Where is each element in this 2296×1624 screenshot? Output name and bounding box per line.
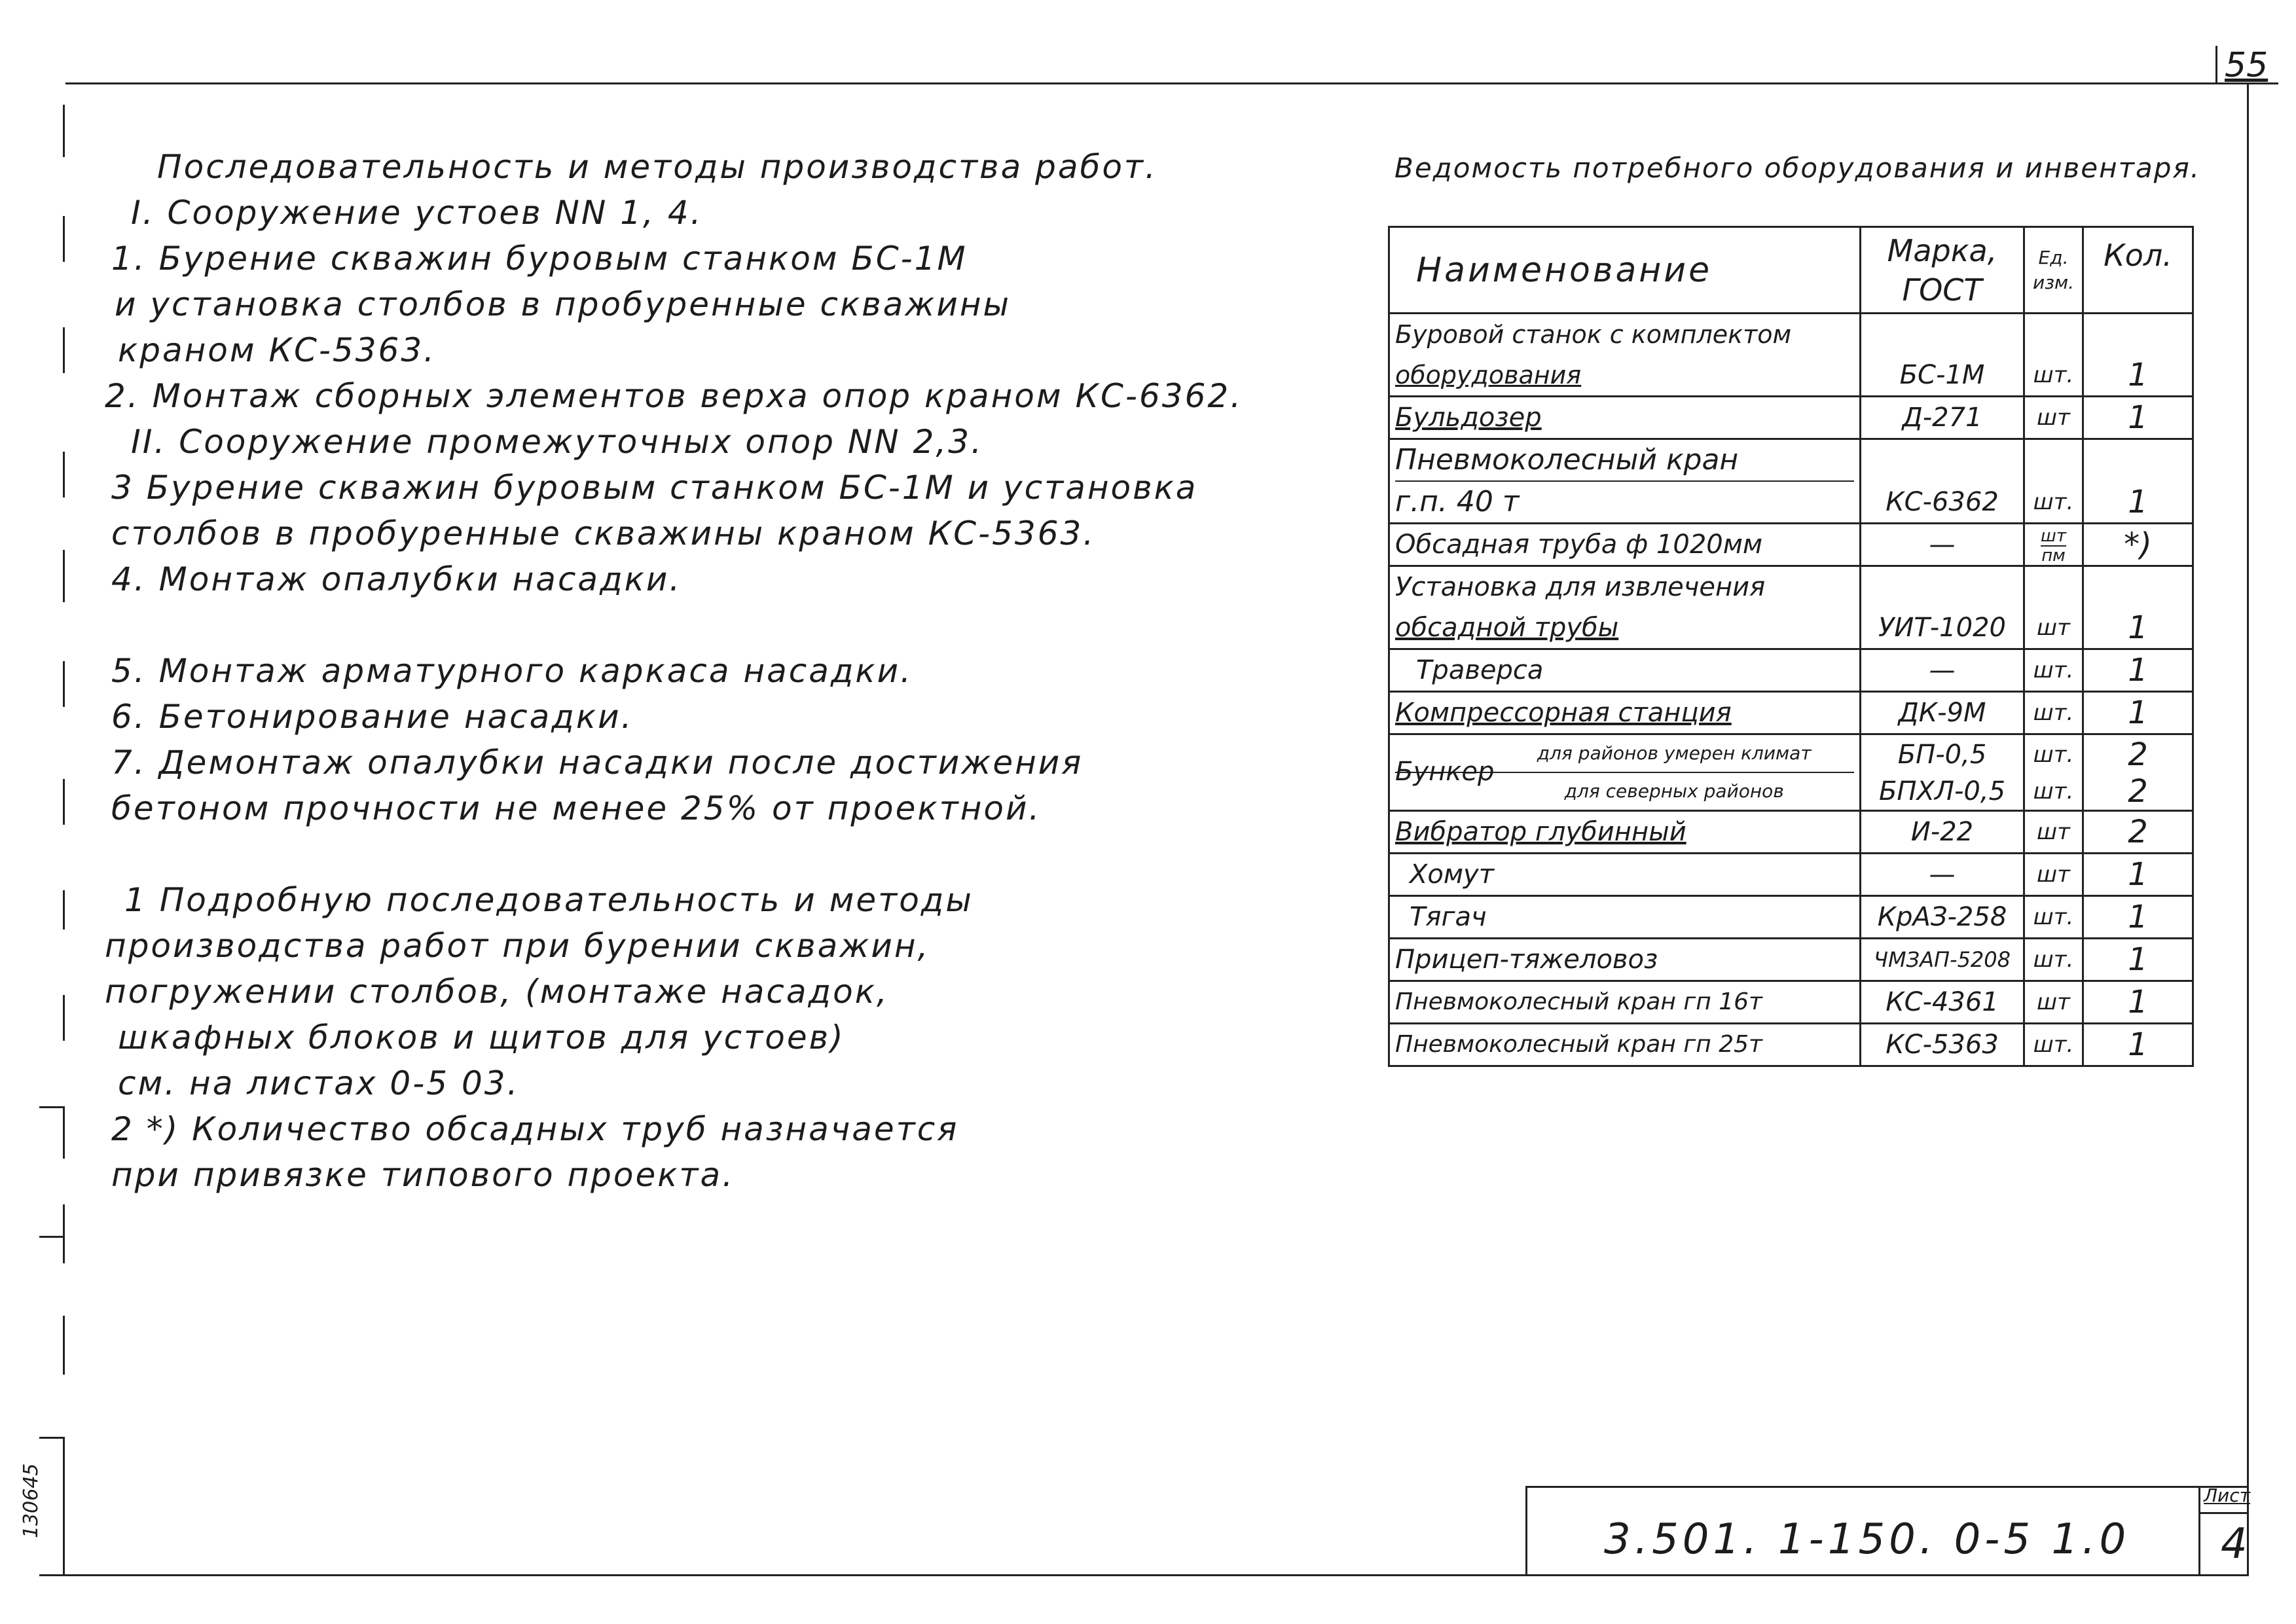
- note-line: 2 *) Количество обсадных труб назначается: [111, 1110, 959, 1148]
- text-line: и установка столбов в пробуренные скважины: [115, 285, 1011, 323]
- header-unit-line1: Ед.: [2038, 246, 2069, 268]
- table-row: [1389, 692, 2193, 734]
- row-qty: 1: [2083, 314, 2193, 397]
- note-line: 1 Подробную последовательность и методы: [124, 881, 974, 919]
- row-mark: КС-6362: [1861, 439, 2024, 524]
- text-line: I. Сооружение устоев NN 1, 4.: [131, 194, 703, 232]
- table-row: [1389, 939, 2193, 981]
- side-code: 130645: [20, 1463, 43, 1538]
- margin-mark: [63, 779, 65, 825]
- row-name-line2: оборудования: [1395, 361, 1582, 389]
- document-code: 3.501. 1-150. 0-5 1.0: [1604, 1515, 2130, 1564]
- row-mark: [1861, 734, 2024, 811]
- header-unit-line2: изм.: [2032, 271, 2075, 293]
- row-qty: *): [2083, 524, 2193, 566]
- text-line: бетоном прочности не менее 25% от проектной.: [111, 789, 1042, 827]
- text-line: краном КС-5363.: [118, 331, 437, 369]
- row-name: Компрессорная станция: [1389, 692, 1861, 734]
- table-row: [1389, 734, 2193, 811]
- margin-mark: [63, 995, 65, 1041]
- equipment-table: [1388, 226, 2194, 1067]
- unit-fraction-top: шт: [2041, 526, 2066, 546]
- row-mark: БС-1М: [1861, 314, 2024, 397]
- margin-mark: [63, 1437, 65, 1574]
- row-name: Обсадная труба ф 1020мм: [1389, 524, 1861, 566]
- table-row: [1389, 397, 2193, 439]
- margin-mark: [63, 661, 65, 707]
- row-unit-1: шт.: [2033, 742, 2074, 768]
- row-name: [1389, 566, 1861, 649]
- text-line: столбов в пробуренные скважины краном КС-5363.: [111, 514, 1096, 552]
- row-mark: —: [1861, 854, 2024, 896]
- text-line: 3 Бурение скважин буровым станком БС-1М и установка: [111, 469, 1198, 507]
- row-name: Вибратор глубинный: [1389, 811, 1861, 854]
- header-mark-line2: ГОСТ: [1902, 272, 1982, 308]
- text-line: 7. Демонтаж опалубки насадки после достижения: [111, 744, 1084, 782]
- margin-mark: [63, 452, 65, 497]
- row-name: Пневмоколесный кран гп 16т: [1389, 981, 1861, 1024]
- row-name-line1: Буровой станок с комплектом: [1395, 320, 1792, 349]
- note-line: производства работ при бурении скважин,: [105, 927, 930, 965]
- header-mark-line1: Марка,: [1887, 232, 1997, 268]
- table-title: Ведомость потребного оборудования и инвентаря.: [1394, 152, 2201, 184]
- row-mark: КрАЗ-258: [1861, 896, 2024, 939]
- row-mark: КС-4361: [1861, 981, 2024, 1024]
- row-name: Хомут: [1389, 854, 1861, 896]
- title-block-sheet-divider: [2198, 1486, 2200, 1576]
- row-qty: [2083, 734, 2193, 811]
- row-qty: 1: [2083, 566, 2193, 649]
- table-row: [1389, 439, 2193, 524]
- row-qty-1: 2: [2128, 736, 2148, 773]
- row-name-line1: Пневмоколесный кран: [1395, 440, 1854, 482]
- row-qty-2: 2: [2128, 773, 2148, 810]
- row-unit: [2024, 734, 2083, 811]
- row-name-line1: Установка для извлечения: [1395, 572, 1766, 602]
- row-unit: шт: [2024, 854, 2083, 896]
- header-qty: Кол.: [2083, 227, 2193, 314]
- row-unit: шт: [2024, 566, 2083, 649]
- margin-mark: [39, 1106, 64, 1108]
- margin-mark: [63, 550, 65, 602]
- row-mark: ДК-9М: [1861, 692, 2024, 734]
- row-mark: Д-271: [1861, 397, 2024, 439]
- table-header-row: [1389, 227, 2193, 314]
- margin-mark: [63, 216, 65, 262]
- row-unit: шт.: [2024, 692, 2083, 734]
- row-unit: шт.: [2024, 939, 2083, 981]
- table-row: [1389, 854, 2193, 896]
- table-row: [1389, 566, 2193, 649]
- row-qty: 1: [2083, 692, 2193, 734]
- title-block-sheet-label-line: [2198, 1512, 2249, 1514]
- row-qty: 1: [2083, 397, 2193, 439]
- row-name: Пневмоколесный кран гп 25т: [1389, 1024, 1861, 1066]
- row-name-line2: г.п. 40 т: [1395, 485, 1520, 518]
- margin-mark: [63, 327, 65, 373]
- row-unit-2: шт.: [2033, 778, 2074, 804]
- row-mark: —: [1861, 524, 2024, 566]
- row-name: Траверса: [1389, 649, 1861, 692]
- text-line: II. Сооружение промежуточных опор NN 2,3.: [131, 423, 984, 461]
- row-name-main: Бункер: [1395, 757, 1495, 787]
- section-heading: Последовательность и методы производства работ.: [157, 148, 1157, 186]
- top-border: [65, 82, 2278, 84]
- note-line: шкафных блоков и щитов для устоев): [118, 1019, 845, 1056]
- text-line: 1. Бурение скважин буровым станком БС-1М: [111, 240, 968, 278]
- unit-fraction: [2041, 527, 2066, 565]
- row-unit: шт.: [2024, 1024, 2083, 1066]
- row-qty: 1: [2083, 1024, 2193, 1066]
- row-qty: 1: [2083, 854, 2193, 896]
- table-row: [1389, 524, 2193, 566]
- note-line: погружении столбов, (монтаже насадок,: [105, 973, 889, 1011]
- row-qty: 1: [2083, 439, 2193, 524]
- header-name: Наименование: [1389, 227, 1861, 314]
- unit-fraction-bottom: пм: [2041, 545, 2066, 566]
- row-mark: И-22: [1861, 811, 2024, 854]
- row-mark: —: [1861, 649, 2024, 692]
- row-mark: ЧМЗАП-5208: [1861, 939, 2024, 981]
- margin-mark: [63, 105, 65, 157]
- text-line: 5. Монтаж арматурного каркаса насадки.: [111, 652, 913, 690]
- row-unit: шт: [2024, 397, 2083, 439]
- margin-mark: [39, 1236, 64, 1238]
- note-line: при привязке типового проекта.: [111, 1156, 735, 1194]
- row-mark-2: БПХЛ-0,5: [1878, 776, 2006, 806]
- title-block-top: [1525, 1486, 2249, 1488]
- row-name: [1389, 734, 1861, 811]
- row-qty: 1: [2083, 649, 2193, 692]
- row-sub-1: для районов умерен климат: [1395, 735, 1854, 773]
- row-unit: шт.: [2024, 439, 2083, 524]
- work-sequence-text: [105, 144, 1243, 1198]
- row-qty: 1: [2083, 939, 2193, 981]
- row-qty: 1: [2083, 896, 2193, 939]
- row-qty: 2: [2083, 811, 2193, 854]
- right-border: [2247, 84, 2249, 1576]
- table-row: [1389, 896, 2193, 939]
- sheet-number: 4: [2221, 1520, 2248, 1568]
- margin-mark: [63, 1204, 65, 1263]
- row-unit: шт.: [2024, 649, 2083, 692]
- row-unit: [2024, 524, 2083, 566]
- note-line: см. на листах 0-5 03.: [118, 1064, 520, 1102]
- row-mark-1: БП-0,5: [1897, 740, 1987, 770]
- row-name-line2: обсадной трубы: [1395, 613, 1619, 643]
- table-row: [1389, 811, 2193, 854]
- row-sub-2: для северных районов: [1564, 780, 1784, 802]
- row-unit: шт.: [2024, 314, 2083, 397]
- row-unit: шт: [2024, 811, 2083, 854]
- row-mark: УИТ-1020: [1861, 566, 2024, 649]
- text-line: 6. Бетонирование насадки.: [111, 698, 634, 736]
- bottom-border: [39, 1574, 2249, 1576]
- row-name: [1389, 314, 1861, 397]
- margin-mark: [63, 1106, 65, 1159]
- title-block-left: [1525, 1486, 1527, 1576]
- row-unit: шт: [2024, 981, 2083, 1024]
- page-number-divider: [2215, 46, 2217, 84]
- table-row: [1389, 649, 2193, 692]
- sheet-label: Лист: [2204, 1485, 2250, 1506]
- text-line: 2. Монтаж сборных элементов верха опор краном КС-6362.: [105, 377, 1243, 415]
- header-unit: [2024, 227, 2083, 314]
- row-name: Тягач: [1389, 896, 1861, 939]
- margin-mark: [63, 890, 65, 929]
- margin-mark: [63, 1316, 65, 1375]
- row-name: Прицеп-тяжеловоз: [1389, 939, 1861, 981]
- margin-mark: [39, 1437, 64, 1439]
- table-row: [1389, 314, 2193, 397]
- row-qty: 1: [2083, 981, 2193, 1024]
- header-mark: [1861, 227, 2024, 314]
- row-unit: шт.: [2024, 896, 2083, 939]
- row-mark: КС-5363: [1861, 1024, 2024, 1066]
- text-line: 4. Монтаж опалубки насадки.: [111, 560, 682, 598]
- row-name: [1389, 439, 1861, 524]
- row-name: Бульдозер: [1389, 397, 1861, 439]
- table-row: [1389, 981, 2193, 1024]
- page-number: 55: [2225, 46, 2269, 85]
- table-row: [1389, 1024, 2193, 1066]
